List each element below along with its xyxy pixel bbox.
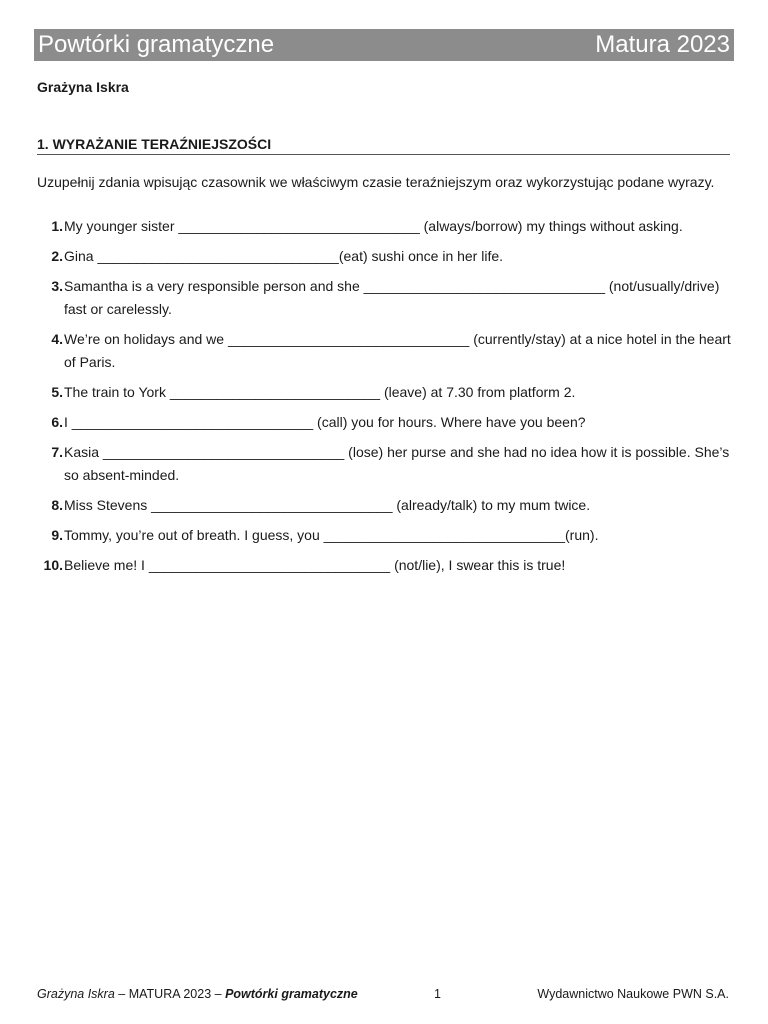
header-bar (34, 29, 734, 61)
exercise-text: Kasia _______________________________ (lose) her purse and she had no idea how it is possible. She’s so absent-minded. (64, 444, 734, 483)
exercise-number: 1. (51, 218, 63, 234)
footer-book-title: Powtórki gramatyczne (225, 987, 358, 1001)
exercise-number: 10. (43, 557, 63, 573)
header-title-right: Matura 2023 (595, 31, 730, 58)
section-instruction: Uzupełnij zdania wpisując czasownik we właściwym czasie teraźniejszym oraz wykorzystując podane wyrazy. (37, 174, 715, 190)
exercise-number: 5. (51, 384, 63, 400)
page-number: 1 (434, 987, 441, 1001)
section-title: 1. WYRAŻANIE TERAŹNIEJSZOŚCI (37, 134, 730, 155)
exercise-list (37, 215, 737, 584)
footer-author: Grażyna Iskra (37, 987, 115, 1001)
exercise-text: The train to York ___________________________ (leave) at 7.30 from platform 2. (64, 384, 576, 400)
exercise-item (37, 411, 737, 434)
exercise-text: Samantha is a very responsible person and she _______________________________ (not/usually/drive) fast or carelessly. (64, 278, 724, 317)
exercise-number: 9. (51, 527, 63, 543)
exercise-item (37, 245, 737, 268)
exercise-text: Tommy, you’re out of breath. I guess, you _______________________________(run). (64, 527, 599, 543)
exercise-text: Believe me! I _______________________________ (not/lie), I swear this is true! (64, 557, 566, 573)
footer-publisher: Wydawnictwo Naukowe PWN S.A. (537, 987, 729, 1001)
exercise-number: 3. (51, 278, 63, 294)
exercise-item (37, 215, 737, 238)
header-title-left: Powtórki gramatyczne (38, 31, 275, 58)
author-name: Grażyna Iskra (37, 79, 129, 95)
exercise-item (37, 524, 737, 547)
exercise-number: 7. (51, 444, 63, 460)
exercise-number: 4. (51, 331, 63, 347)
exercise-number: 8. (51, 497, 63, 513)
exercise-text: We’re on holidays and we _______________________________ (currently/stay) at a nice hotel in the heart of Paris. (64, 331, 735, 370)
exercise-text: Miss Stevens _______________________________ (already/talk) to my mum twice. (64, 497, 591, 513)
footer-credit (37, 984, 358, 1004)
exercise-item (37, 554, 737, 577)
exercise-number: 6. (51, 414, 63, 430)
exercise-item (37, 328, 737, 374)
exercise-item (37, 275, 737, 321)
exercise-number: 2. (51, 248, 63, 264)
exercise-text: Gina _______________________________(eat) sushi once in her life. (64, 248, 504, 264)
exercise-text: I _______________________________ (call) you for hours. Where have you been? (64, 414, 586, 430)
exercise-item (37, 441, 737, 487)
exercise-item (37, 381, 737, 404)
page-footer (37, 984, 729, 1004)
exercise-text: My younger sister _______________________________ (always/borrow) my things without asking. (64, 218, 683, 234)
footer-separator: – MATURA 2023 – (114, 987, 226, 1001)
exercise-item (37, 494, 737, 517)
